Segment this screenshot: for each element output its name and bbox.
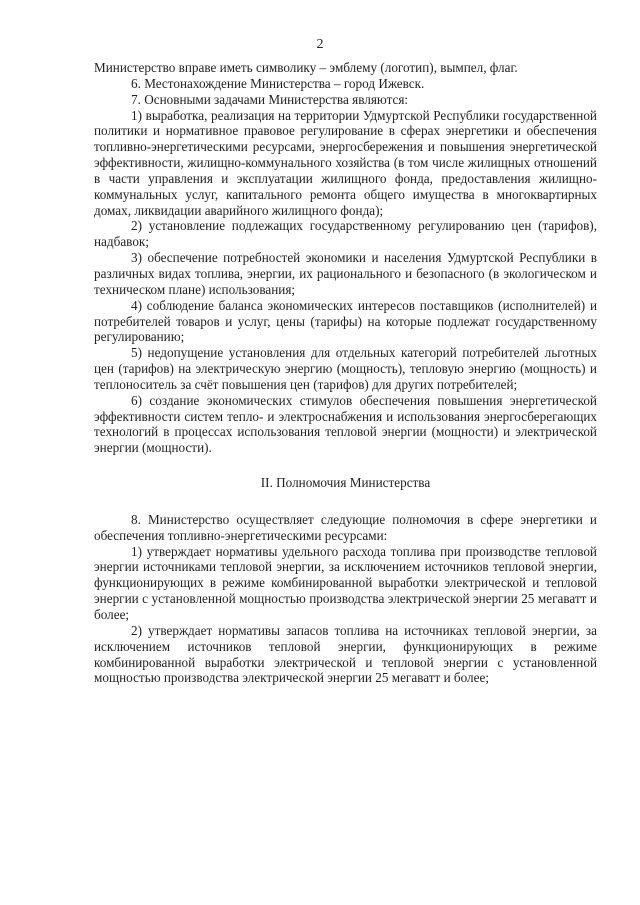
page-number: 2: [316, 37, 324, 52]
task-item: 5) недопущение установления для отдельных категорий потребителей льготных цен (тарифов) на электрическую энергию (мощность), тепловую энергию (мощность) и теплоноситель за счёт повышения цен (тарифов) для других потребителей;: [94, 345, 597, 392]
task-item: 2) установление подлежащих государственному регулированию цен (тарифов), надбавок;: [94, 218, 597, 250]
paragraph-tasks-intro: 7. Основными задачами Министерства являются:: [131, 91, 409, 107]
task-item: 3) обеспечение потребностей экономики и населения Удмуртской Республики в различных видах топлива, энергии, их рационального и безопасного (в экологическом и техническом плане) использования;: [94, 250, 597, 297]
task-item: 1) выработка, реализация на территории Удмуртской Республики государственной политики и нормативное правовое регулирование в сферах энергетики и обеспечения топливно-энергетическими ресурсами, энергосбережения и повышения энергетической эффективности, жилищно-коммунального хозяйства (в том числе жилищных отношений в части управления и эксплуатации жилищного фонда, предоставления жилищно-коммунальных услуг, капитального ремонта общего имущества в многоквартирных домах, ликвидации аварийного жилищного фонда);: [94, 107, 597, 218]
power-item: 1) утверждает нормативы удельного расхода топлива при производстве тепловой энергии источниками тепловой энергии, за исключением источников тепловой энергии, функционирующих в режиме комбинированной выработки электрической и тепловой энергии с установленной мощностью производства электрической энергии 25 мегаватт и более;: [94, 543, 597, 622]
power-item: 2) утверждает нормативы запасов топлива на источниках тепловой энергии, за исключением источников тепловой энергии, функционирующих в режиме комбинированной выработки электрической и тепловой энергии с установленной мощностью производства электрической энергии 25 мегаватт и более;: [94, 622, 597, 686]
document-body: [94, 60, 597, 686]
paragraph-location: 6. Местонахождение Министерства – город Ижевск.: [131, 75, 425, 91]
section-heading: II. Полномочия Министерства: [260, 475, 431, 491]
task-item: 6) создание экономических стимулов обеспечения повышения энергетической эффективности систем тепло- и электроснабжения и использования энергосберегающих технологий в процессах использования тепловой энергии (мощности) и электрической энергии (мощности).: [94, 392, 597, 456]
task-item: 4) соблюдение баланса экономических интересов поставщиков (исполнителей) и потребителей товаров и услуг, цены (тарифы) на которые подлежат государственному регулированию;: [94, 297, 597, 345]
paragraph-powers-intro: 8. Министерство осуществляет следующие полномочия в сфере энергетики и обеспечения топливно-энергетическими ресурсами:: [94, 511, 597, 543]
paragraph-symbolics: Министерство вправе иметь символику – эмблему (логотип), вымпел, флаг.: [94, 60, 518, 75]
